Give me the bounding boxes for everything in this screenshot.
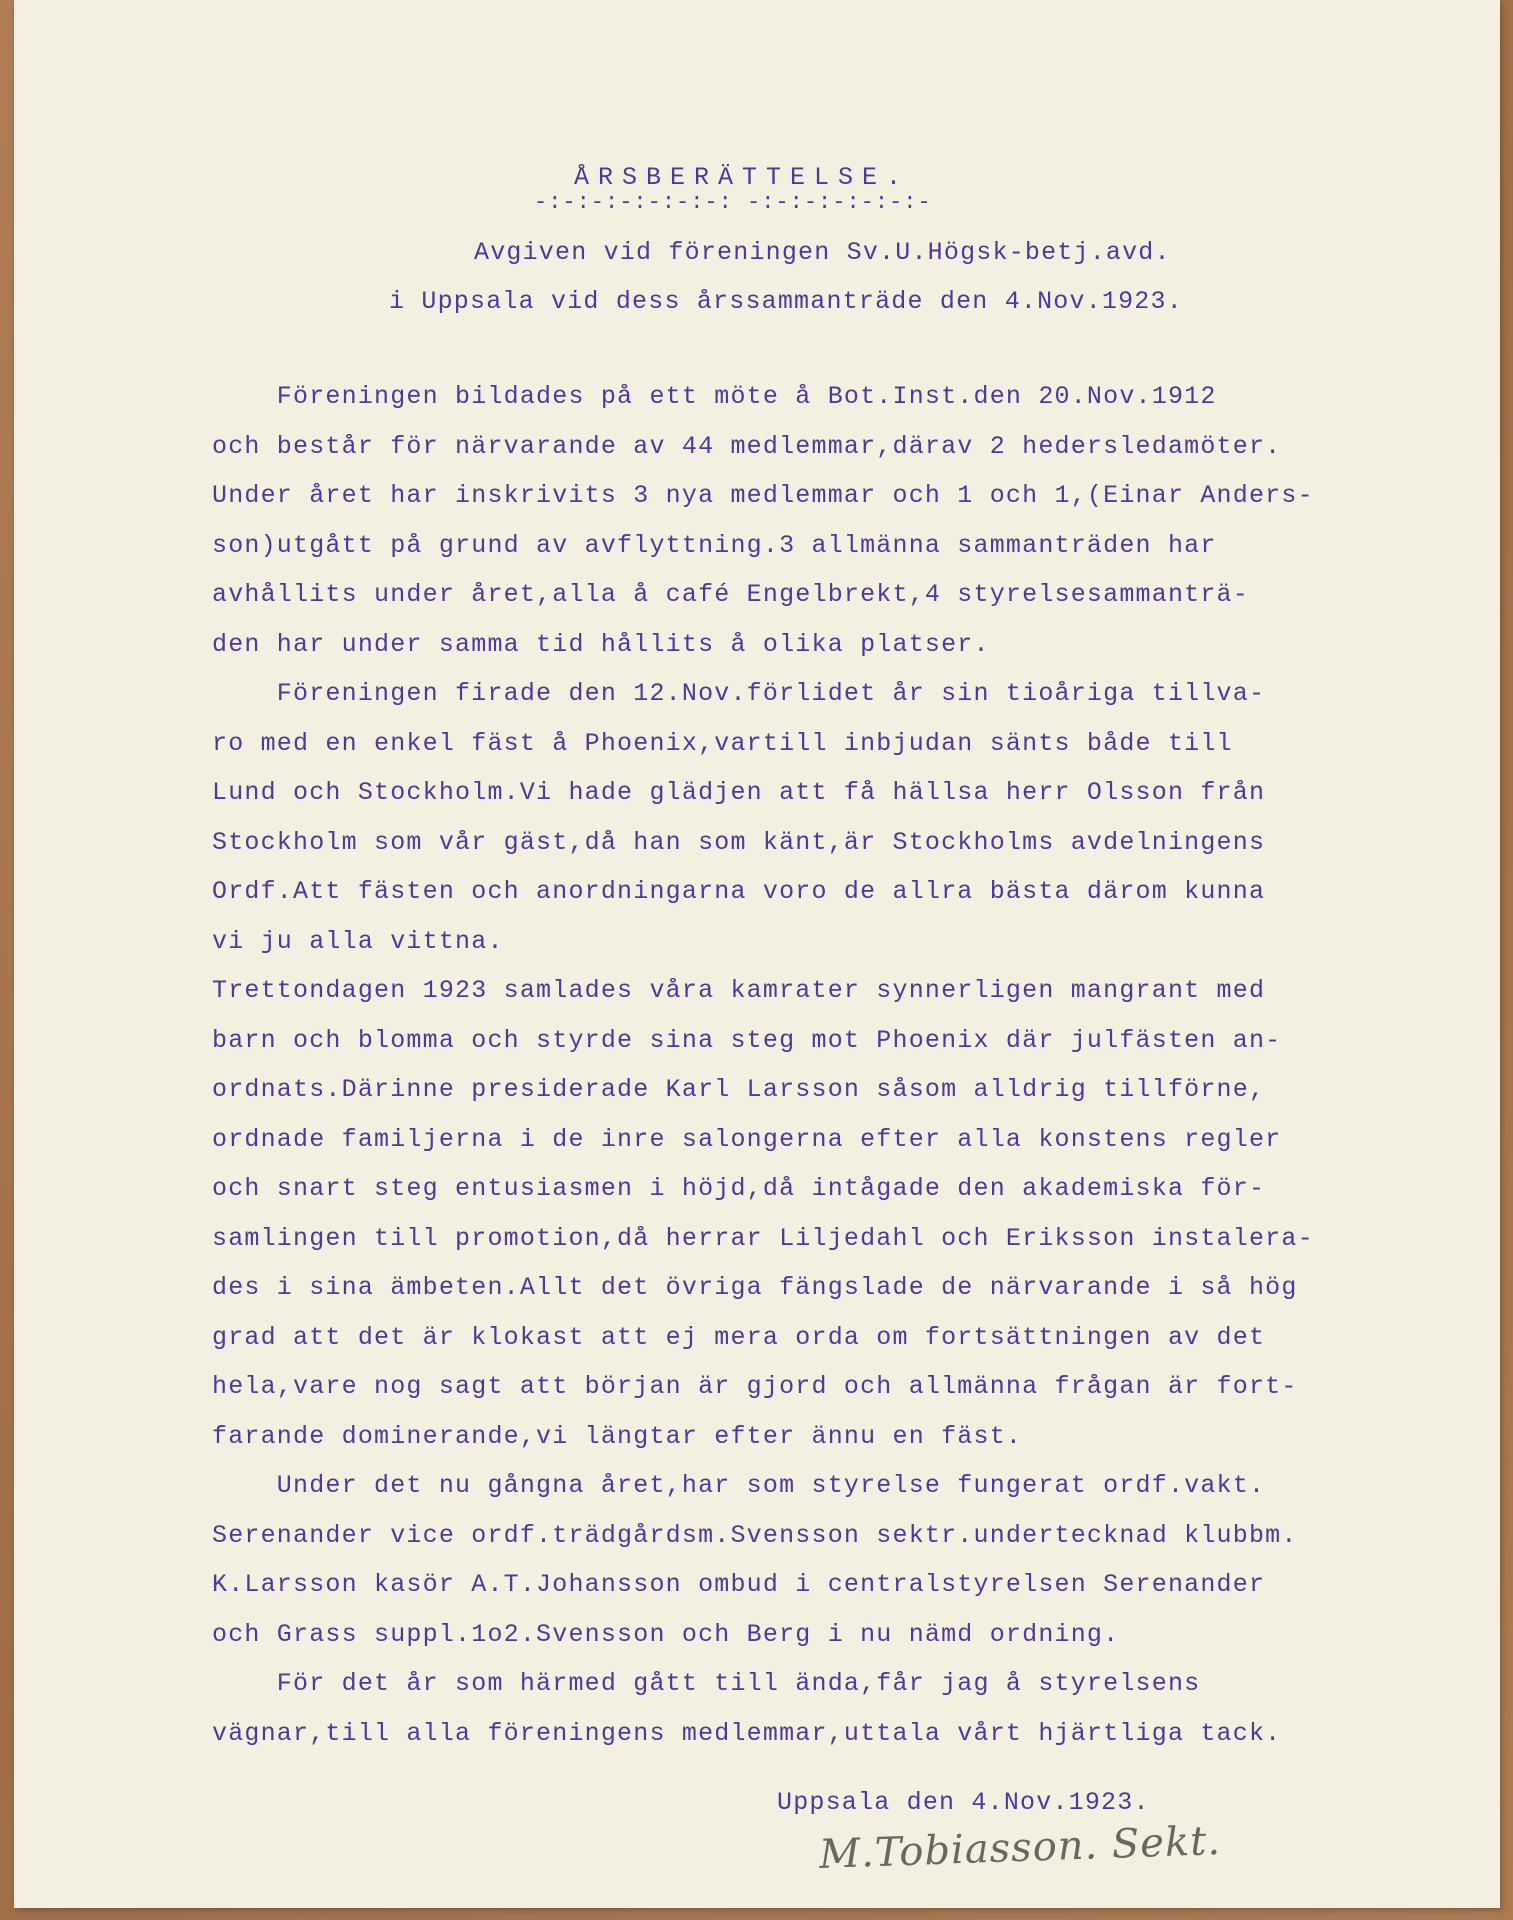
body-line: son)utgått på grund av avflyttning.3 allmänna sammanträden har bbox=[212, 530, 1217, 560]
body-line: Under året har inskrivits 3 nya medlemmar och 1 och 1,(Einar Anders- bbox=[212, 481, 1314, 510]
subtitle-line-1: Avgiven vid föreningen Sv.U.Högsk-betj.avd. bbox=[474, 238, 1171, 267]
body-line: samlingen till promotion,då herrar Liljedahl och Eriksson instalera- bbox=[212, 1223, 1314, 1253]
body-line: Serenander vice ordf.trädgårdsm.Svensson sektr.undertecknad klubbm. bbox=[212, 1520, 1298, 1550]
body-line: och består för närvarande av 44 medlemmar,därav 2 hedersledamöter. bbox=[212, 431, 1282, 461]
body-line: avhållits under året,alla å café Engelbrekt,4 styrelsesammanträ- bbox=[212, 580, 1249, 609]
body-line: farande dominerande,vi längtar efter ännu en fäst. bbox=[212, 1421, 1023, 1451]
subtitle-line-2: i Uppsala vid dess årssammanträde den 4.Nov.1923. bbox=[389, 287, 1183, 316]
body-line: ordnats.Därinne presiderade Karl Larsson såsom alldrig tillförne, bbox=[212, 1075, 1266, 1104]
document-page bbox=[14, 0, 1500, 1908]
body-line: Lund och Stockholm.Vi hade glädjen att få hällsa herr Olsson från bbox=[212, 778, 1266, 807]
body-line: K.Larsson kasör A.T.Johansson ombud i centralstyrelsen Serenander bbox=[212, 1570, 1266, 1599]
body-line: hela,vare nog sagt att början är gjord och allmänna frågan är fort- bbox=[212, 1372, 1298, 1401]
body-line: barn och blomma och styrde sina steg mot Phoenix där julfästen an- bbox=[212, 1025, 1282, 1055]
closing-date: Uppsala den 4.Nov.1923. bbox=[777, 1788, 1150, 1817]
body-line: ro med en enkel fäst å Phoenix,vartill inbjudan sänts både till bbox=[212, 728, 1233, 758]
body-line: Ordf.Att fästen och anordningarna voro de allra bästa därom kunna bbox=[212, 877, 1266, 906]
body-line: vägnar,till alla föreningens medlemmar,uttala vårt hjärtliga tack. bbox=[212, 1718, 1282, 1748]
body-line: grad att det är klokast att ej mera orda om fortsättningen av det bbox=[212, 1322, 1266, 1352]
body-line: Under det nu gångna året,har som styrelse fungerat ordf.vakt. bbox=[212, 1471, 1266, 1500]
body-line: och Grass suppl.1o2.Svensson och Berg i nu nämd ordning. bbox=[212, 1619, 1120, 1649]
title-underline: -:-:-:-:-:-:-: -:-:-:-:-:-:- bbox=[534, 190, 932, 215]
document-title: ÅRSBERÄTTELSE. bbox=[574, 163, 911, 192]
body-line: Stockholm som vår gäst,då han som känt,är Stockholms avdelningens bbox=[212, 827, 1266, 857]
body-line: den har under samma tid hållits å olika platser. bbox=[212, 629, 990, 659]
body-line: Föreningen firade den 12.Nov.förlidet år sin tioåriga tillva- bbox=[212, 679, 1266, 708]
body-line: Föreningen bildades på ett möte å Bot.Inst.den 20.Nov.1912 bbox=[212, 382, 1217, 411]
handwritten-signature: M.Tobiasson. Sekt. bbox=[818, 1817, 1222, 1879]
body-line: Trettondagen 1923 samlades våra kamrater synnerligen mangrant med bbox=[212, 976, 1266, 1005]
body-line: vi ju alla vittna. bbox=[212, 926, 504, 956]
body-line: ordnade familjerna i de inre salongerna efter alla konstens regler bbox=[212, 1124, 1282, 1154]
body-line: des i sina ämbeten.Allt det övriga fängslade de närvarande i så hög bbox=[212, 1273, 1298, 1302]
body-line: och snart steg entusiasmen i höjd,då intågade den akademiska för- bbox=[212, 1174, 1266, 1203]
body-line: För det år som härmed gått till ända,får jag å styrelsens bbox=[212, 1669, 1201, 1698]
